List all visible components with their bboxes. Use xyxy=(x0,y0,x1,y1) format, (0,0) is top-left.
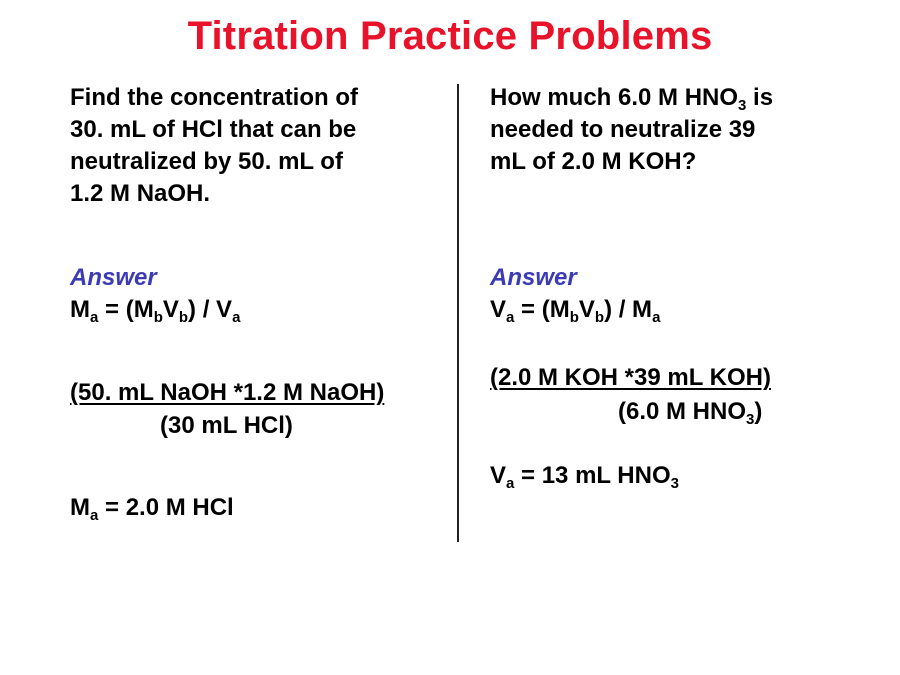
left-answer-label: Answer xyxy=(70,264,157,291)
left-problem xyxy=(70,82,450,542)
left-question-line-4: 1.2 M NaOH. xyxy=(70,180,211,207)
right-answer-label: Answer xyxy=(490,264,577,291)
right-result: $V_a = 13$ mL $HNO_3$ xyxy=(490,462,679,492)
column-divider xyxy=(457,84,459,542)
left-question-line-3: neutralized by 50. mL of xyxy=(70,148,343,175)
left-fraction-denominator: (30 mL HCl) xyxy=(160,412,293,439)
left-question-line-1: Find the concentration of xyxy=(70,84,358,111)
left-result: $M_a = 2.0$ M HCl xyxy=(70,494,234,524)
right-question-line-1: How much 6.0 M $HNO_3$ is xyxy=(490,84,774,114)
left-question-line-2: 30. mL of HCl that can be xyxy=(70,116,357,143)
slide-title: Titration Practice Problems xyxy=(187,14,713,58)
left-fraction-numerator: (50. mL NaOH *1.2 M NaOH) xyxy=(70,379,385,406)
right-question-line-2: needed to neutralize 39 xyxy=(490,116,756,143)
right-fraction-denominator: (6.0 M $HNO_3$) xyxy=(618,398,763,428)
right-question-line-3: mL of 2.0 M KOH? xyxy=(490,148,697,175)
right-problem xyxy=(490,82,890,542)
right-formula: $V_a = (M_bV_b) / M_a$ xyxy=(490,296,661,326)
left-formula: $M_a = (M_bV_b) / V_a$ xyxy=(70,296,241,326)
right-fraction-numerator: (2.0 M KOH *39 mL KOH) xyxy=(490,364,771,391)
